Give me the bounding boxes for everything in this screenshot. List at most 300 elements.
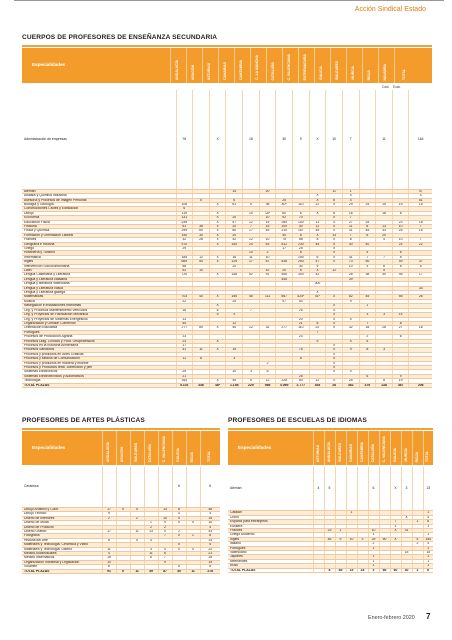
table-cell: 10 [342,264,359,268]
table-cell: 32 [342,326,359,330]
sublabel-cast: Cast. [382,85,390,89]
table-cell: 5 [116,569,130,573]
table-cell: 22 [200,547,220,551]
table-cell: 40 [292,224,309,228]
row-label: TOTAL PLAZAS [22,569,102,573]
table-cell: X [326,370,343,374]
table-cell: 12 [309,379,326,383]
table-cell: 39 [342,277,359,281]
table-cell: 11 [309,220,326,224]
table-cell: 10 [200,521,220,525]
table-cell: 9 [392,374,409,378]
table-cell: X [326,313,343,317]
row-label: Biología y Geología [22,202,176,206]
table-cell: X [209,233,226,237]
table-cell: 33 [409,286,432,290]
table-cell: 20 [226,216,243,220]
table-cell: 11 [130,569,144,573]
table-cell: 8 [200,534,220,538]
table-cell: 26 [409,295,432,299]
table-cell: 25 [368,537,379,541]
table-cell: 52 [243,273,260,277]
row-label: Italiano [228,542,313,546]
table-cell: 4 [342,317,359,321]
table-cell: 92 [276,216,293,220]
table-cell: 6 [376,264,393,268]
row-label: Materiales y Tecnología: Diseño [22,547,102,551]
table-cell: 10 [102,560,116,564]
table-cell: 4 [102,551,116,555]
table-cell: 5 [309,264,326,268]
table-cell: 44 [309,242,326,246]
row-label: Análisis y Química Industrial [22,194,176,198]
table-cell: 15 [102,556,116,560]
secondary-header [22,48,432,83]
table-cell: 18 [376,211,393,215]
table-cell: 24 [392,242,409,246]
table-cell: 54 [176,321,193,325]
table-cell: X [172,521,186,525]
table-cell: 40* [276,202,293,206]
table-cell: 10 [326,90,343,189]
row-label: Procesos Diag. Clínicos y Prod. Ortoprotésicos [22,339,176,343]
table-cell: 7 [158,556,172,560]
table-cell: 184 [176,255,193,259]
table-cell: 2 [359,335,376,339]
artes-title: PROFESORES DE ARTES PLÁSTICAS [22,417,145,424]
table-cell: X [309,291,326,295]
table-cell: 40 [226,326,243,330]
table-cell [359,90,376,189]
table-cell: X [326,365,343,369]
table-cell: 16 [176,308,193,312]
table-cell: 5 [324,467,335,511]
table-cell: 21 [292,321,309,325]
page-number: 7 [426,612,431,621]
row-label: Valenciano [228,550,313,554]
table-cell: 28 [200,556,220,560]
row-label: Alemán [228,467,313,511]
table-cell: x [209,238,226,242]
table-cell: 40 [342,242,359,246]
table-cell: X [309,211,326,215]
table-cell: 5 [409,264,432,268]
table-cell: 25 [359,220,376,224]
table-cell: 9 [342,348,359,352]
secondary-col-header-1: ARAGÓN [191,64,195,80]
top-rule [14,0,444,1]
table-cell: 280 [276,220,293,224]
row-label: Economía [22,216,176,220]
row-label: Ruso [228,564,313,568]
table-cell: 22 [309,202,326,206]
table-cell: 13 [158,507,172,511]
table-cell: 8 [376,379,393,383]
table-cell: 18 [359,326,376,330]
table-cell: X [326,251,343,255]
row-label: Euskera [228,524,313,528]
table-cell: 1 [412,520,423,524]
table-cell: X [326,326,343,330]
table-cell: 37 [409,260,432,264]
table-cell: 4 [144,538,158,542]
table-cell: 9 [243,202,260,206]
table-cell: X [209,229,226,233]
table-cell: 19 [200,560,220,564]
table-cell: 42 [309,273,326,277]
table-cell: 12 [326,269,343,273]
table-cell: 23 [176,335,193,339]
table-cell: 10 [346,537,357,541]
row-label: Administración de empresas [22,90,176,189]
table-cell: 30 [193,233,210,237]
table-cell: X [209,211,226,215]
table-cell: 11 [130,529,144,533]
row-label: Procesos Sanitarios [22,348,176,352]
row-label: Organización Industrial y Legislación [22,560,102,564]
table-cell: 18 [243,90,260,189]
table-cell: 30 [401,568,412,572]
secondary-col-header-2: ASTURIAS [207,62,211,80]
table-cell: 25 [292,308,309,312]
table-cell: 20 [226,264,243,268]
table-cell: 30 [276,90,293,189]
table-cell: 1 [346,511,357,515]
table-cell: 1 [342,189,359,193]
table-cell: 6 [176,207,193,211]
table-cell: 4 [186,521,200,525]
table-cell: 51 [409,198,432,202]
table-cell: 60 [390,568,401,572]
table-cell: 2 [368,542,379,546]
table-cell: 23 [292,335,309,339]
table-cell: 40 [276,233,293,237]
table-cell: 150 [292,255,309,259]
table-cell: 567 [276,295,293,299]
table-cell [158,467,172,507]
table-cell: X [390,528,401,532]
table-cell: 8 [359,348,376,352]
table-cell: 1 [423,546,433,550]
table-cell: 50 [292,379,309,383]
table-cell: 300 [292,273,309,277]
table-cell: 125 [226,260,243,264]
table-cell: X [209,90,226,189]
row-label: Latín [22,269,176,273]
table-cell: 38 [359,273,376,277]
table-cell: X [209,216,226,220]
table-cell: 5 [309,339,326,343]
table-cell: 12 [193,255,210,259]
table-cell: 41 [176,348,193,352]
table-cell: 6 [259,370,276,374]
table-cell: 9 [102,512,116,516]
table-cell: 1 [186,534,200,538]
artes-col-header-6: RIOJA [190,451,194,462]
table-cell: 41* [309,295,326,299]
row-label: Orientación Educativa [22,326,176,330]
table-cell: 29 [176,247,193,251]
table-cell: 3 [359,313,376,317]
table-cell: 17 [243,229,260,233]
table-cell: 2 [259,361,276,365]
table-cell: 6 [292,211,309,215]
table-cell: 2 [259,251,276,255]
table-cell: 5 [193,198,210,202]
table-cell: 1 [144,521,158,525]
row-label: Organización y Gestión Comercial [22,321,176,325]
table-cell: 15 [423,550,433,554]
table-cell: 15 [200,516,220,520]
artes-col-header-0: ANDALUCÍA [106,441,110,462]
secondary-col-header-11: MURCIA [351,66,355,80]
table-cell: 346 [193,383,210,387]
table-cell: 7 [158,534,172,538]
table-cell: 4 [200,512,220,516]
table-cell: 535 [276,260,293,264]
table-cell: 8 [324,568,335,572]
table-row [22,467,220,507]
secondary-col-header-6: CATALUÑA [271,61,275,80]
table-cell: 8 [292,357,309,361]
row-label: Intervención Sociocomunitaria [22,264,176,268]
table-cell: 4 [342,198,359,202]
table-cell: 225 [276,379,293,383]
artes-col-header-3: CATALUÑA [148,443,152,462]
table-cell: 15 [259,224,276,228]
table-cell: 61 [226,202,243,206]
table-cell: 20 [276,269,293,273]
table-cell: 703 [176,295,193,299]
table-cell: 7 [342,233,359,237]
table-cell: 91 [259,273,276,277]
table-cell: 13 [423,467,433,511]
table-cell: 379 [359,383,376,387]
table-cell: 110 [292,202,309,206]
table-cell: 25 [226,299,243,303]
table-cell: 87 [158,569,172,573]
idiomas-col-header-3: CANARIAS [348,444,353,462]
table-cell: 10 [259,216,276,220]
table-cell: 61 [176,224,193,228]
table-cell: 65 [335,568,346,572]
row-label: Cerámica [22,467,102,507]
table-cell: 5 [200,543,220,547]
table-cell: 164 [409,90,432,189]
table-cell: X [326,321,343,325]
table-cell: 49 [392,260,409,264]
table-cell: 22 [176,299,193,303]
table-cell: 60 [276,211,293,215]
table-cell: 155 [226,295,243,299]
table-cell: 111 [259,295,276,299]
table-cell: 60 [193,229,210,233]
table-cell: 11 [176,357,193,361]
table-cell: 1 [368,555,379,559]
table-cell: 32 [259,326,276,330]
table-cell: 11 [102,547,116,551]
row-label: Sistemas Electrotécnicos y Automáticos [22,374,176,378]
table-cell: 154 [226,242,243,246]
table-cell: 8 [423,520,433,524]
table-cell: 6 [423,568,433,572]
table-cell: X [209,379,226,383]
row-label: Dibujo Artístico y Color [22,507,102,511]
table-cell: 91 [102,569,116,573]
table-cell: X [326,308,343,312]
secondary-col-header-9: GALICIA [319,66,323,80]
table-cell: 1 [368,546,379,550]
table-cell: 27 [342,220,359,224]
row-label: Procesos y productos en madera y mueble [22,361,176,365]
table-cell: 22 [409,242,432,246]
table-cell: 75 [292,348,309,352]
artes-header [22,431,220,465]
row-label: Alemán [22,189,176,193]
table-cell: 15 [346,568,357,572]
table-cell: 30 [292,264,309,268]
table-cell: 58 [176,264,193,268]
table-cell: X [309,90,326,189]
table-cell: 45 [309,229,326,233]
table-cell [357,467,368,511]
table-cell: 10 [193,269,210,273]
table-cell: 13 [376,224,393,228]
table-cell: X [326,357,343,361]
table-cell: 23 [176,339,193,343]
table-cell: 1 [390,524,401,528]
table-cell: 38 [259,202,276,206]
table-cell: 28 [342,273,359,277]
table-cell: 25 [359,202,376,206]
table-cell: 2 [102,516,116,520]
table-cell: 25 [342,379,359,383]
secondary-col-header-10: BALEARES [335,61,339,80]
row-label: Educación Física [22,220,176,224]
table-cell: 6 [144,556,158,560]
table-cell: 20 [226,233,243,237]
row-label: Diseño Gráfico [22,529,102,533]
table-cell: 7 [409,238,432,242]
table-cell: 42 [226,238,243,242]
row-label: Org. y Proyectos de Sistemas Energéticos [22,317,176,321]
row-label: Medios Informáticos [22,556,102,560]
table-cell: 5 [376,269,393,273]
table-cell: 6 [102,538,116,542]
idiomas-header [228,431,433,465]
table-cell: 55 [392,295,409,299]
table-cell: 1 [423,555,433,559]
table-cell: 566 [259,383,276,387]
table-cell: 15 [376,202,393,206]
table-cell: 4 [359,251,376,255]
table-cell: 16 [409,326,432,330]
table-cell: 70 [292,216,309,220]
row-label: TOTAL PLAZAS [22,383,176,387]
table-cell: 9 [342,299,359,303]
table-cell: 253 [292,260,309,264]
table-cell: 3 [144,547,158,551]
row-label: Inglés [22,260,176,264]
table-cell: 11 [326,189,343,193]
artes-col-header-5: GALICIA [176,448,180,462]
row-label: Lengua y literatura Valenciana [22,282,176,286]
table-cell [130,467,144,507]
table-cell: 150 [176,233,193,237]
table-cell: 8 [342,238,359,242]
table-cell: 720 [176,273,193,277]
row-label: Construcciones Civiles y Edificación [22,207,176,211]
table-cell: 10 [392,238,409,242]
table-cell: 11 [186,569,200,573]
table-cell: 6 [226,198,243,202]
table-cell: 3 [368,568,379,572]
table-cell: 6 [368,467,379,511]
table-cell: 4 [423,515,433,519]
table-cell: 4 [158,547,172,551]
table-cell: 6 [359,233,376,237]
table-row [22,383,432,387]
table-cell: 1.158 [226,383,243,387]
table-cell: 210 [276,229,293,233]
row-label: Org. y Proyectos de Fabricación Mecánica [22,313,176,317]
table-cell: 154 [423,537,433,541]
table-cell: 2 [144,525,158,529]
table-cell: X [209,295,226,299]
table-cell: 9 [292,90,309,189]
table-cell [412,467,423,511]
table-cell: 15 [409,202,432,206]
table-cell: 5 [130,507,144,511]
table-cell: 110 [292,326,309,330]
table-cell: 80 [226,229,243,233]
table-cell: 47 [409,189,432,193]
table-cell: 45 [243,295,260,299]
table-cell: 206 [409,383,432,387]
secondary-col-header-4: CANTABRIA [239,60,243,80]
table-cell: 1 [423,564,433,568]
table-cell: X [309,269,326,273]
table-cell: 31 [342,255,359,259]
idiomas-col-header-7: GALICIA [392,448,397,462]
table-cell: 25 [392,229,409,233]
table-cell: 9 [158,560,172,564]
table-cell: 48* [209,383,226,387]
table-cell: 7 [409,224,432,228]
table-cell: X [172,534,186,538]
table-cell: X [209,339,226,343]
row-label: Lengua Castellana y Literatura [22,273,176,277]
table-cell: x [209,260,226,264]
table-cell: 17 [276,247,293,251]
table-cell: 15 [226,189,243,193]
secondary-col-header-7: C. VALENCIANA [287,53,291,80]
table-cell: 52 [176,269,193,273]
table-cell [379,467,390,511]
table-cell: 12 [243,238,260,242]
table-cell: 32 [176,238,193,242]
row-label: Procesos de Producción Agraria [22,335,176,339]
row-label: Procesos en la Industria Alimentaria [22,343,176,347]
table-cell: 43 [200,529,220,533]
table-cell: 3 [376,313,393,317]
row-label: Fotografía [22,534,102,538]
table-cell: 66 [379,568,390,572]
table-cell: 45 [359,229,376,233]
row-label: Tecnología [22,379,176,383]
table-cell: 6 [172,467,186,507]
table-cell: 8 [392,264,409,268]
